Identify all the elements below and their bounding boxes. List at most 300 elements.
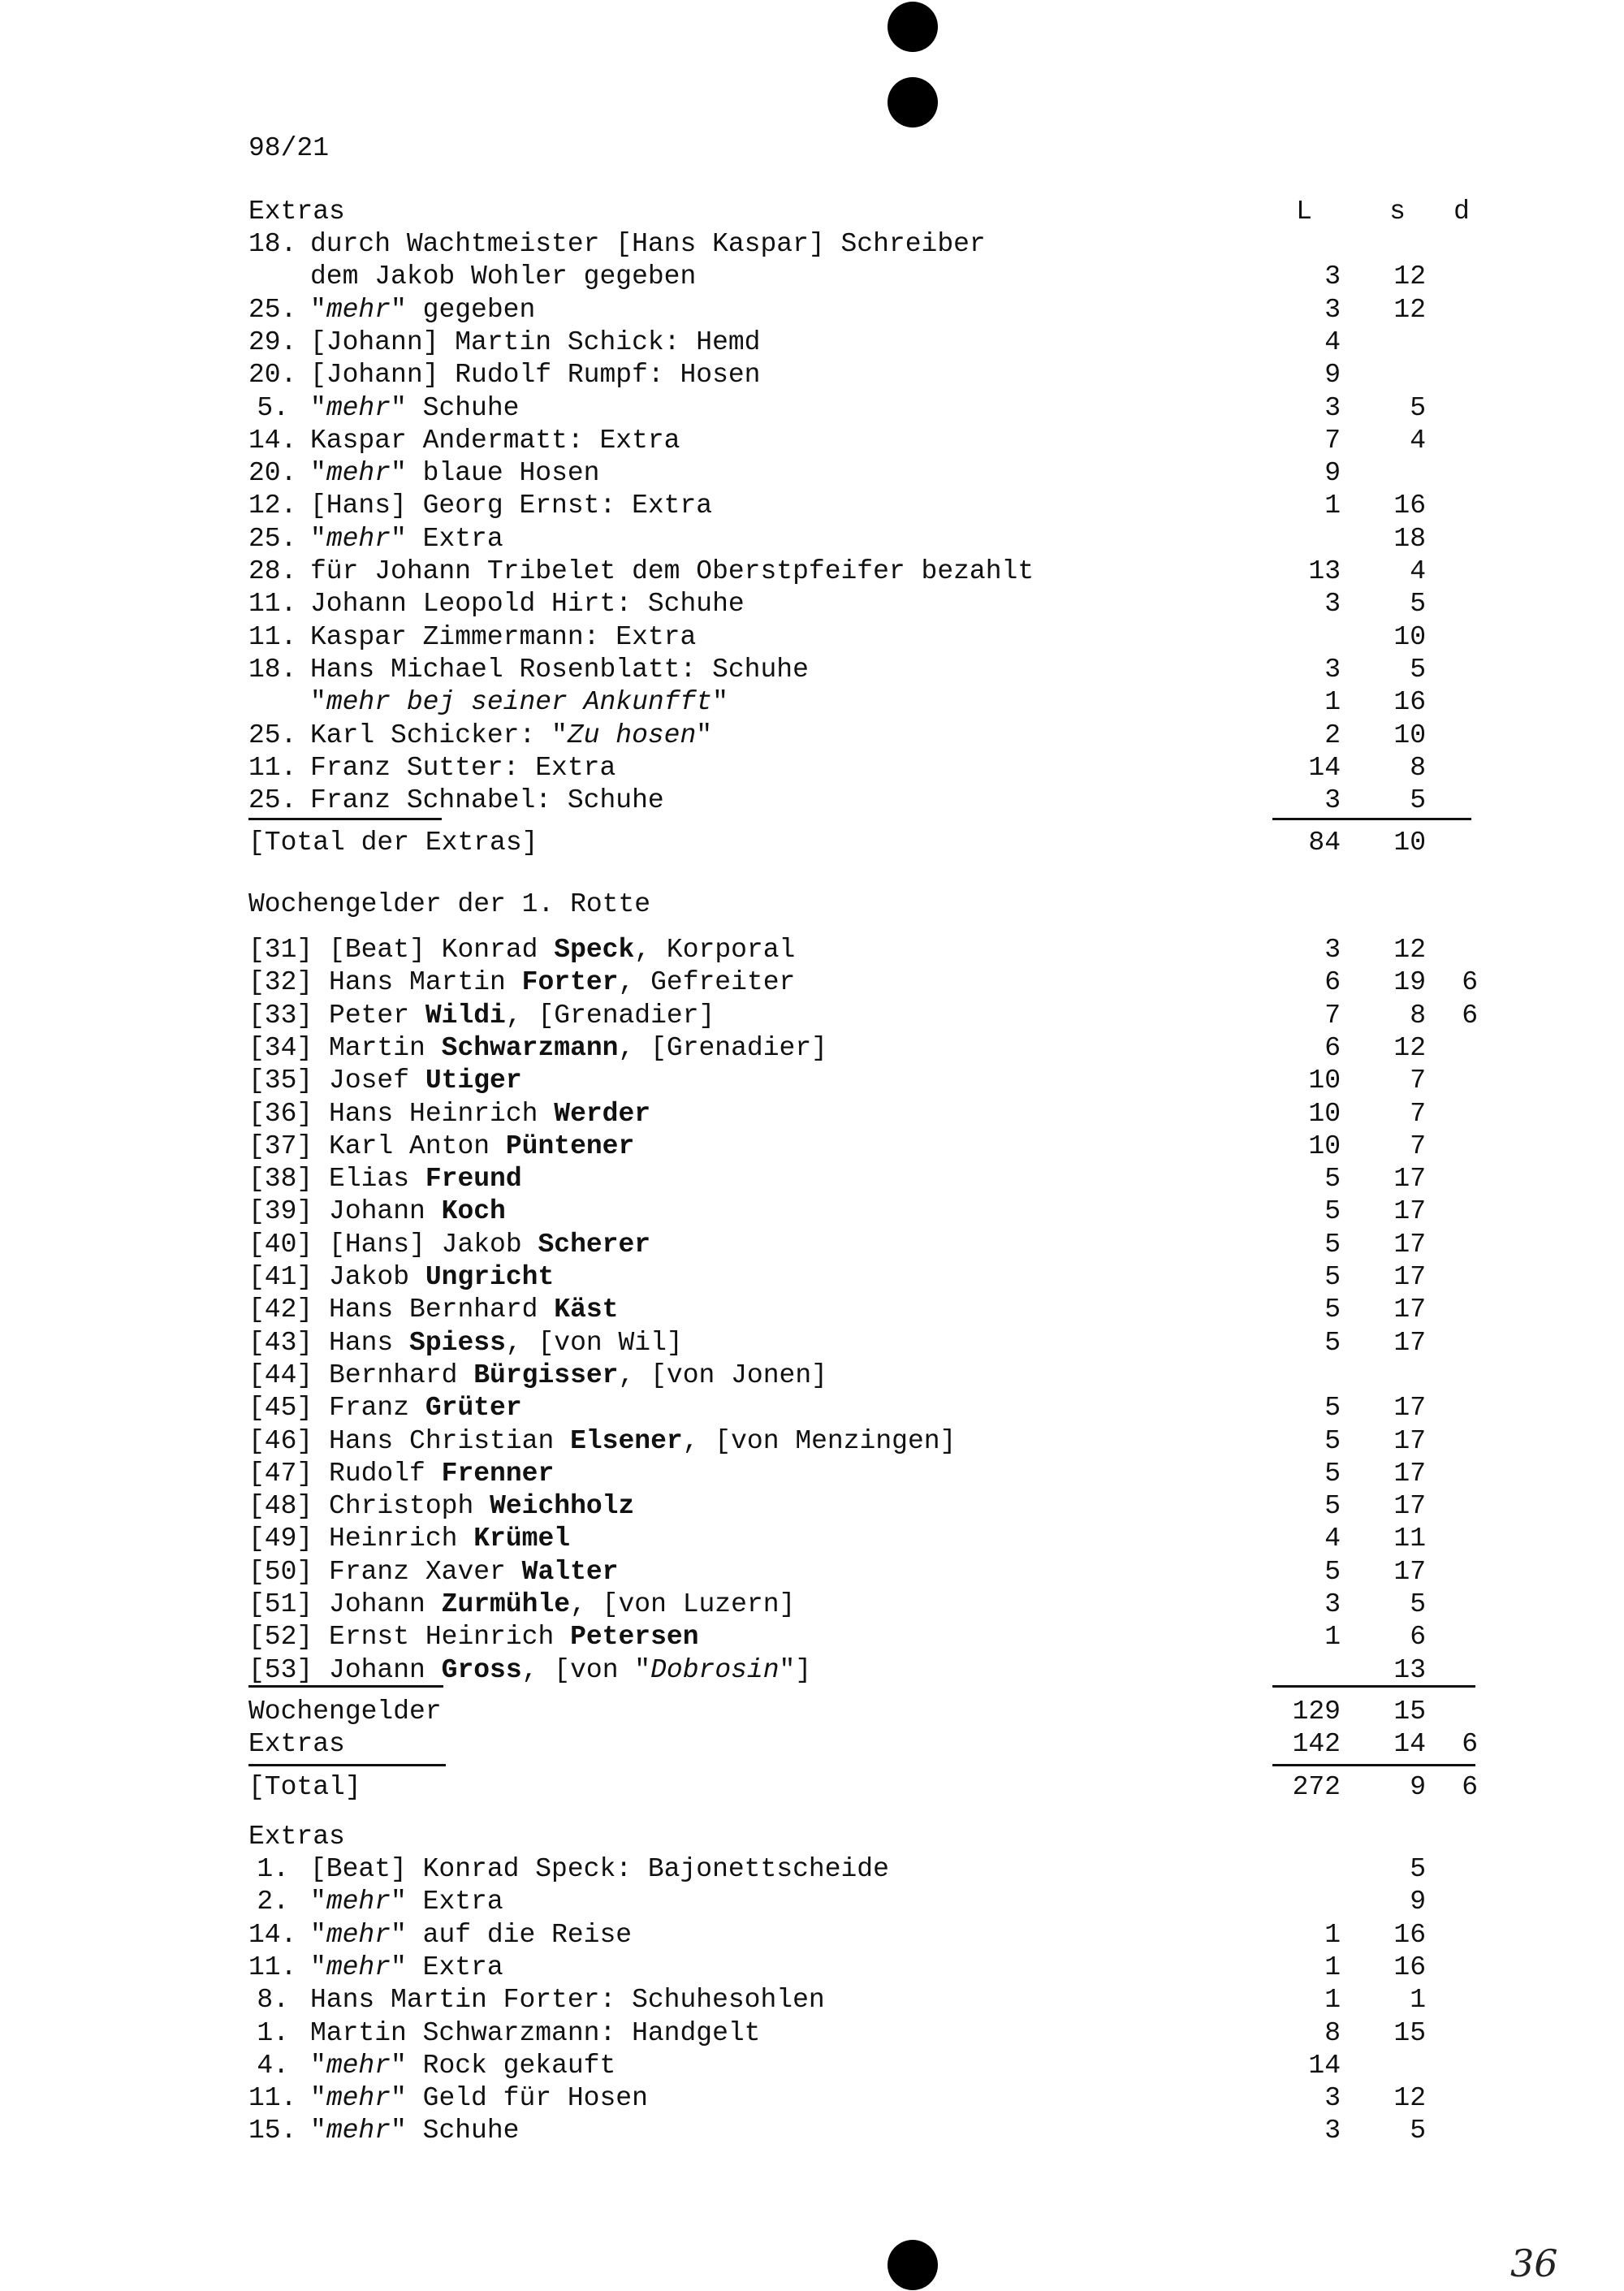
entry-text: "mehr" blaue Hosen xyxy=(310,458,600,489)
wochengeld-entry xyxy=(248,1359,1478,1392)
entry-text: "mehr" Extra xyxy=(310,1887,503,1917)
amount-L: 3 xyxy=(1324,2116,1341,2146)
subtotal-row xyxy=(248,1728,1478,1761)
amount-L: 1 xyxy=(1324,1985,1341,2016)
extras-entry xyxy=(248,752,1478,785)
amount-L: 5 xyxy=(1324,1262,1341,1292)
entry-day: 28. xyxy=(248,556,297,586)
extras-entry xyxy=(248,785,1478,817)
entry-text: [41] Jakob Ungricht xyxy=(248,1262,555,1292)
row-label xyxy=(248,1098,650,1130)
row-label xyxy=(248,1621,699,1653)
amount-s: 12 xyxy=(1393,294,1426,325)
extras-entry xyxy=(248,228,1478,261)
amount-s: 16 xyxy=(1393,1952,1426,1982)
entry-day: 11. xyxy=(248,1952,297,1982)
amount-s: 6 xyxy=(1410,1622,1426,1653)
amount-s: 16 xyxy=(1393,687,1426,718)
amount-L: 3 xyxy=(1324,2083,1341,2114)
entry-text: "mehr" Schuhe xyxy=(310,392,520,423)
amount-s: 17 xyxy=(1393,1327,1426,1358)
entry-text: [33] Peter Wildi, [Grenadier] xyxy=(248,1000,715,1031)
row-label xyxy=(248,1919,632,1952)
amount-L: 8 xyxy=(1324,2017,1341,2048)
row-label xyxy=(248,1392,522,1424)
extras-entry xyxy=(248,1886,1478,1918)
punch-hole-second xyxy=(888,77,938,128)
amount-L: 3 xyxy=(1324,262,1341,292)
row-label xyxy=(248,1556,618,1589)
amount-L: 14 xyxy=(1308,752,1341,783)
grand-total xyxy=(248,1771,1478,1804)
rule-right xyxy=(1272,1764,1475,1766)
row-label xyxy=(248,654,809,686)
extras-entry xyxy=(248,588,1478,620)
amount-s: 7 xyxy=(1410,1130,1426,1161)
amount-s: 8 xyxy=(1410,752,1426,783)
entry-text: [44] Bernhard Bürgisser, [von Jonen] xyxy=(248,1359,827,1390)
amount-L: 10 xyxy=(1308,1098,1341,1129)
row-label xyxy=(248,1163,522,1195)
entry-text: "mehr" Schuhe xyxy=(310,2116,520,2146)
entry-day: 29. xyxy=(248,326,297,357)
row-label xyxy=(248,686,728,719)
row-label xyxy=(248,1327,683,1359)
wochengeld-entry xyxy=(248,1229,1478,1261)
amount-s: 15 xyxy=(1393,1697,1426,1727)
row-label xyxy=(248,1261,554,1294)
entry-day: 11. xyxy=(248,621,297,652)
amount-s: 17 xyxy=(1393,1425,1426,1456)
rule-left xyxy=(248,1685,443,1688)
entry-text: Wochengelder der 1. Rotte xyxy=(248,889,651,919)
extras-entry xyxy=(248,1984,1478,2017)
entry-text: Kaspar Andermatt: Extra xyxy=(310,425,680,456)
amount-s: 12 xyxy=(1393,1032,1426,1063)
amount-s: 5 xyxy=(1410,392,1426,423)
entry-text: "mehr" Geld für Hosen xyxy=(310,2083,648,2114)
amount-L: 1 xyxy=(1324,491,1341,521)
amount-L: 5 xyxy=(1324,1229,1341,1260)
row-label xyxy=(248,1458,554,1490)
extras-entry xyxy=(248,294,1478,326)
punch-hole-bottom xyxy=(888,2240,938,2290)
page-number: 36 xyxy=(1510,2241,1558,2285)
entry-day: 18. xyxy=(248,654,297,685)
amount-L: 142 xyxy=(1292,1729,1341,1760)
amount-s: 17 xyxy=(1393,1491,1426,1522)
entry-day: 20. xyxy=(248,458,297,489)
row-label xyxy=(248,2017,761,2050)
amount-s: 8 xyxy=(1410,1000,1426,1031)
wochengeld-entry xyxy=(248,1065,1478,1097)
amount-L: 5 xyxy=(1324,1295,1341,1325)
entry-text: Martin Schwarzmann: Handgelt xyxy=(310,2017,761,2048)
amount-s: 16 xyxy=(1393,1919,1426,1950)
entry-text: [38] Elias Freund xyxy=(248,1164,522,1195)
entry-day: 5. xyxy=(257,392,289,423)
extras-entry xyxy=(248,2115,1478,2147)
entry-text: [31] [Beat] Konrad Speck, Korporal xyxy=(248,935,796,965)
extras-entry xyxy=(248,1952,1478,1984)
section1-heading xyxy=(248,196,1478,228)
row-label xyxy=(248,1065,522,1097)
wochengeld-entry xyxy=(248,1425,1478,1458)
entry-text: durch Wachtmeister [Hans Kaspar] Schreiber xyxy=(310,229,986,259)
wochengeld-entry xyxy=(248,1392,1478,1424)
amount-s: 5 xyxy=(1410,1854,1426,1884)
entry-text: [39] Johann Koch xyxy=(248,1196,506,1227)
amount-L: 84 xyxy=(1308,828,1341,858)
amount-L: 7 xyxy=(1324,1000,1341,1031)
amount-s: 17 xyxy=(1393,1295,1426,1325)
entry-text: Karl Schicker: "Zu hosen" xyxy=(310,720,713,750)
amount-s: 10 xyxy=(1393,828,1426,858)
amount-L: 6 xyxy=(1324,967,1341,998)
row-label xyxy=(248,1952,503,1984)
wochengeld-entry xyxy=(248,934,1478,966)
wochengeld-entry xyxy=(248,1458,1478,1490)
row-label xyxy=(248,1728,345,1761)
amount-L: 3 xyxy=(1324,654,1341,685)
row-label xyxy=(248,1886,503,1918)
row-label xyxy=(248,1359,827,1392)
amount-s: 10 xyxy=(1393,720,1426,750)
row-label xyxy=(248,2050,615,2082)
entry-text: [36] Hans Heinrich Werder xyxy=(248,1098,651,1129)
row-label xyxy=(248,1589,795,1621)
entry-text: Extras xyxy=(248,1822,345,1852)
row-label xyxy=(248,1821,345,1853)
extras-entry xyxy=(248,359,1478,391)
entry-text: "mehr" auf die Reise xyxy=(310,1919,633,1950)
extras-entry xyxy=(248,555,1478,588)
amount-s: 13 xyxy=(1393,1654,1426,1685)
entry-text: Extras xyxy=(248,197,345,227)
amount-L: 13 xyxy=(1308,556,1341,586)
amount-d: 6 xyxy=(1462,1000,1478,1031)
amount-L: 3 xyxy=(1324,785,1341,816)
amount-s: 4 xyxy=(1410,425,1426,456)
amount-L: 5 xyxy=(1324,1425,1341,1456)
amount-L: 9 xyxy=(1324,360,1341,391)
wochengeld-entry xyxy=(248,1589,1478,1621)
amount-s: 5 xyxy=(1410,589,1426,620)
entry-text: "mehr" Rock gekauft xyxy=(310,2050,616,2081)
entry-day: 20. xyxy=(248,360,297,391)
entry-day: 4. xyxy=(257,2050,289,2081)
entry-text: [32] Hans Martin Forter, Gefreiter xyxy=(248,967,796,998)
wochengeld-entry xyxy=(248,1163,1478,1195)
amount-L: 1 xyxy=(1324,1952,1341,1982)
amount-d: 6 xyxy=(1462,1772,1478,1802)
amount-s: 14 xyxy=(1393,1729,1426,1760)
amount-L: 3 xyxy=(1324,935,1341,965)
entry-text: Hans Michael Rosenblatt: Schuhe xyxy=(310,654,809,685)
entry-text: [46] Hans Christian Elsener, [von Menzingen] xyxy=(248,1425,957,1456)
amount-L: 5 xyxy=(1324,1196,1341,1227)
extras-entry xyxy=(248,686,1478,719)
amount-s: 17 xyxy=(1393,1164,1426,1195)
entry-day: 11. xyxy=(248,2083,297,2114)
entry-text: [Beat] Konrad Speck: Bajonettscheide xyxy=(310,1854,889,1884)
row-label xyxy=(248,2082,648,2115)
entry-day: 25. xyxy=(248,523,297,554)
amount-L: 5 xyxy=(1324,1393,1341,1424)
entry-text: Johann Leopold Hirt: Schuhe xyxy=(310,589,745,620)
entry-text: [52] Ernst Heinrich Petersen xyxy=(248,1622,699,1653)
amount-L: 3 xyxy=(1324,392,1341,423)
amount-L: 1 xyxy=(1324,1622,1341,1653)
amount-L: 5 xyxy=(1324,1556,1341,1587)
row-label xyxy=(248,752,615,785)
row-label xyxy=(248,196,345,228)
row-label xyxy=(248,1654,811,1687)
amount-s: 5 xyxy=(1410,785,1426,816)
row-label xyxy=(248,966,795,999)
amount-s: 10 xyxy=(1393,621,1426,652)
section2-heading xyxy=(248,888,1478,921)
entry-day: 14. xyxy=(248,425,297,456)
amount-L: 14 xyxy=(1308,2050,1341,2081)
entry-day: 11. xyxy=(248,589,297,620)
wochengeld-entry xyxy=(248,1327,1478,1359)
amount-d: d xyxy=(1453,197,1470,227)
row-label xyxy=(248,588,745,620)
entry-text: [45] Franz Grüter xyxy=(248,1393,522,1424)
row-label xyxy=(248,523,503,555)
row-label xyxy=(248,457,599,490)
amount-s: 12 xyxy=(1393,262,1426,292)
wochengeld-entry xyxy=(248,966,1478,999)
amount-s: 12 xyxy=(1393,2083,1426,2114)
amount-L: 5 xyxy=(1324,1458,1341,1489)
amount-d: 6 xyxy=(1462,967,1478,998)
amount-s: 4 xyxy=(1410,556,1426,586)
extras-entry xyxy=(248,261,1478,293)
entry-text: [Total] xyxy=(248,1772,361,1802)
row-label xyxy=(248,1195,506,1228)
amount-s: 5 xyxy=(1410,1589,1426,1619)
row-label xyxy=(248,555,1034,588)
amount-L: 10 xyxy=(1308,1130,1341,1161)
entry-text: [35] Josef Utiger xyxy=(248,1066,522,1096)
wochengeld-entry xyxy=(248,1130,1478,1163)
amount-L: 7 xyxy=(1324,425,1341,456)
entry-text: "mehr" Extra xyxy=(310,523,503,554)
amount-s: 9 xyxy=(1410,1772,1426,1802)
extras-entry xyxy=(248,457,1478,490)
amount-L: 10 xyxy=(1308,1066,1341,1096)
entry-text: Hans Martin Forter: Schuhesohlen xyxy=(310,1985,825,2016)
wochengeld-entry xyxy=(248,1523,1478,1555)
entry-day: 1. xyxy=(257,2017,289,2048)
extras-entry xyxy=(248,1853,1478,1886)
amount-d: 6 xyxy=(1462,1729,1478,1760)
entry-text: Franz Schnabel: Schuhe xyxy=(310,785,664,816)
row-label xyxy=(248,1294,618,1326)
entry-text: [34] Martin Schwarzmann, [Grenadier] xyxy=(248,1032,827,1063)
row-label xyxy=(248,1853,889,1886)
row-label xyxy=(248,1130,634,1163)
row-label xyxy=(248,888,650,921)
entry-text: [43] Hans Spiess, [von Wil] xyxy=(248,1327,683,1358)
row-label xyxy=(248,785,664,817)
amount-L: 4 xyxy=(1324,1524,1341,1554)
extras-entry xyxy=(248,326,1478,359)
section3-heading xyxy=(248,1821,1478,1853)
wochengeld-entry xyxy=(248,1621,1478,1653)
row-label xyxy=(248,425,680,457)
extras-entry xyxy=(248,1919,1478,1952)
amount-L: 1 xyxy=(1324,687,1341,718)
row-label xyxy=(248,2115,519,2147)
entry-day: 12. xyxy=(248,491,297,521)
row-label xyxy=(248,326,761,359)
entry-text: dem Jakob Wohler gegeben xyxy=(310,262,697,292)
extras-entry xyxy=(248,392,1478,425)
amount-s: 11 xyxy=(1393,1524,1426,1554)
entry-day: 25. xyxy=(248,294,297,325)
amount-L: 272 xyxy=(1292,1772,1341,1802)
wochengeld-entry xyxy=(248,1098,1478,1130)
row-label xyxy=(248,621,696,654)
amount-s: 15 xyxy=(1393,2017,1426,2048)
amount-L: 1 xyxy=(1324,1919,1341,1950)
row-label xyxy=(248,1771,361,1804)
amount-s: 17 xyxy=(1393,1393,1426,1424)
row-label xyxy=(248,490,712,522)
extras-entry xyxy=(248,2050,1478,2082)
entry-text: [50] Franz Xaver Walter xyxy=(248,1556,619,1587)
extras-entry xyxy=(248,720,1478,752)
extras-entry xyxy=(248,2017,1478,2050)
entry-text: [37] Karl Anton Püntener xyxy=(248,1130,635,1161)
entry-text: [Johann] Rudolf Rumpf: Hosen xyxy=(310,360,761,391)
entry-day: 14. xyxy=(248,1919,297,1950)
row-label xyxy=(248,392,519,425)
extras-entry xyxy=(248,490,1478,522)
wochengeld-entry xyxy=(248,1654,1478,1687)
wochengeld-entry xyxy=(248,1195,1478,1228)
row-label xyxy=(248,1032,827,1065)
row-label xyxy=(248,1000,715,1032)
punch-hole-top xyxy=(888,2,938,52)
entry-text: "mehr bej seiner Ankunfft" xyxy=(310,687,728,718)
entry-text: [42] Hans Bernhard Käst xyxy=(248,1295,619,1325)
amount-L: 9 xyxy=(1324,458,1341,489)
entry-text: "mehr" Extra xyxy=(310,1952,503,1982)
row-label xyxy=(248,1229,650,1261)
entry-text: Wochengelder xyxy=(248,1697,442,1727)
amount-s: 16 xyxy=(1393,491,1426,521)
entry-text: [40] [Hans] Jakob Scherer xyxy=(248,1229,651,1260)
amount-s: 19 xyxy=(1393,967,1426,998)
entry-text: [51] Johann Zurmühle, [von Luzern] xyxy=(248,1589,796,1619)
amount-s: 17 xyxy=(1393,1229,1426,1260)
rule-right xyxy=(1272,1685,1475,1688)
extras-entry xyxy=(248,425,1478,457)
entry-text: [47] Rudolf Frenner xyxy=(248,1458,555,1489)
entry-text: für Johann Tribelet dem Oberstpfeifer bezahlt xyxy=(310,556,1034,586)
amount-s: 17 xyxy=(1393,1556,1426,1587)
extras-entry xyxy=(248,523,1478,555)
row-label xyxy=(248,1490,634,1523)
row-label xyxy=(248,1984,825,2017)
amount-s: 17 xyxy=(1393,1196,1426,1227)
amount-s: s xyxy=(1389,197,1406,227)
amount-s: 5 xyxy=(1410,654,1426,685)
row-label xyxy=(248,934,795,966)
rule-left xyxy=(248,1764,446,1766)
row-label xyxy=(248,1696,442,1728)
entry-day: 15. xyxy=(248,2116,297,2146)
amount-L: 3 xyxy=(1324,589,1341,620)
entry-text: "mehr" gegeben xyxy=(310,294,536,325)
entry-text: [53] Johann Gross, [von "Dobrosin"] xyxy=(248,1654,812,1685)
subtotal-row xyxy=(248,1696,1478,1728)
entry-day: 1. xyxy=(257,1854,289,1884)
entry-text: [Johann] Martin Schick: Hemd xyxy=(310,326,761,357)
wochengeld-entry xyxy=(248,1032,1478,1065)
row-label xyxy=(248,294,535,326)
entry-day: 25. xyxy=(248,720,297,750)
amount-L: 3 xyxy=(1324,294,1341,325)
amount-s: 17 xyxy=(1393,1458,1426,1489)
entry-text: [48] Christoph Weichholz xyxy=(248,1491,635,1522)
entry-text: Kaspar Zimmermann: Extra xyxy=(310,621,697,652)
amount-L: 2 xyxy=(1324,720,1341,750)
entry-text: [Hans] Georg Ernst: Extra xyxy=(310,491,713,521)
amount-L: 4 xyxy=(1324,326,1341,357)
wochengeld-entry xyxy=(248,1556,1478,1589)
section1-total xyxy=(248,827,1478,859)
amount-L: 5 xyxy=(1324,1327,1341,1358)
amount-s: 12 xyxy=(1393,935,1426,965)
wochengeld-entry xyxy=(248,1294,1478,1326)
entry-text: Extras xyxy=(248,1729,345,1760)
rule-right xyxy=(1272,818,1471,820)
document-reference: 98/21 xyxy=(248,133,330,163)
entry-text: [Total der Extras] xyxy=(248,828,538,858)
row-label xyxy=(248,720,712,752)
entry-day: 8. xyxy=(257,1985,289,2016)
entry-text: Franz Sutter: Extra xyxy=(310,752,616,783)
extras-entry xyxy=(248,2082,1478,2115)
entry-day: 18. xyxy=(248,229,297,259)
entry-day: 2. xyxy=(257,1887,289,1917)
amount-L: 3 xyxy=(1324,1589,1341,1619)
amount-s: 5 xyxy=(1410,2116,1426,2146)
wochengeld-entry xyxy=(248,1000,1478,1032)
amount-s: 18 xyxy=(1393,523,1426,554)
wochengeld-entry xyxy=(248,1490,1478,1523)
row-label xyxy=(248,359,761,391)
entry-text: [49] Heinrich Krümel xyxy=(248,1524,571,1554)
row-label xyxy=(248,1425,956,1458)
row-label xyxy=(248,228,986,261)
amount-L: L xyxy=(1296,197,1312,227)
extras-entry xyxy=(248,621,1478,654)
extras-entry xyxy=(248,654,1478,686)
row-label xyxy=(248,1523,570,1555)
row-label xyxy=(248,827,538,859)
amount-s: 1 xyxy=(1410,1985,1426,2016)
entry-day: 11. xyxy=(248,752,297,783)
amount-s: 9 xyxy=(1410,1887,1426,1917)
amount-s: 17 xyxy=(1393,1262,1426,1292)
entry-day: 25. xyxy=(248,785,297,816)
